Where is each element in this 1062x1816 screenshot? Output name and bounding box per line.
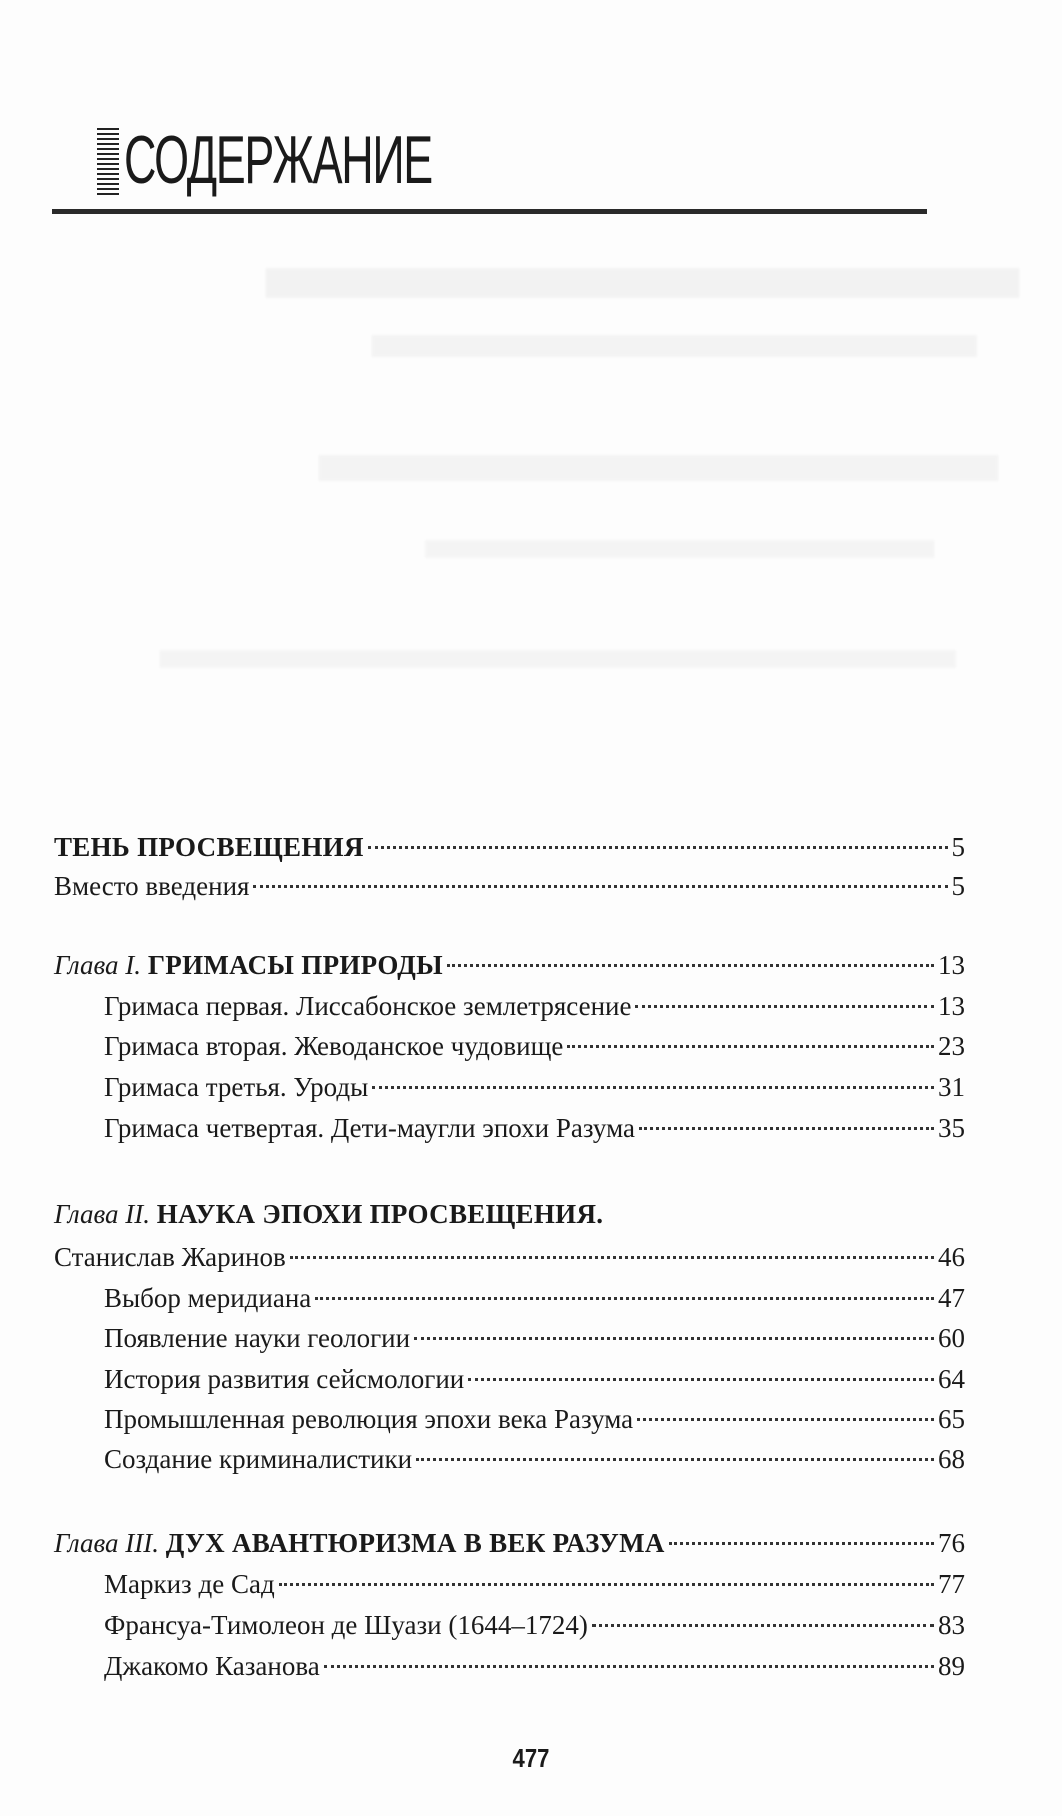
toc-entry-page: 60 bbox=[938, 1323, 965, 1353]
toc-entry-page: 64 bbox=[938, 1364, 965, 1394]
toc-leader bbox=[468, 1378, 934, 1381]
toc-entry-page: 35 bbox=[938, 1113, 965, 1143]
toc-entry-page: 65 bbox=[938, 1404, 965, 1434]
bleed-through bbox=[0, 335, 1062, 357]
chapter-title: ДУХ АВАНТЮРИЗМА В ВЕК РАЗУМА bbox=[165, 1528, 665, 1558]
toc-entry[interactable] bbox=[104, 988, 965, 1024]
toc-entry-title: Промышленная революция эпохи века Разума bbox=[104, 1404, 634, 1434]
toc-entry-title: ТЕНЬ ПРОСВЕЩЕНИЯ bbox=[54, 832, 364, 862]
toc-chapter-1[interactable] bbox=[54, 947, 965, 983]
toc-leader bbox=[279, 1583, 934, 1586]
toc-entry-title: Джакомо Казанова bbox=[104, 1651, 320, 1681]
chapter-label: Глава I. bbox=[54, 950, 142, 980]
toc-entry-page: 13 bbox=[938, 991, 965, 1021]
toc-leader bbox=[253, 885, 947, 888]
toc-entry-page: 76 bbox=[938, 1528, 965, 1558]
toc-entry-page: 13 bbox=[938, 950, 965, 980]
toc-entry-intro[interactable] bbox=[54, 868, 965, 904]
toc-entry-page: 5 bbox=[951, 832, 965, 862]
toc-entry-title: Вместо введения bbox=[54, 871, 250, 901]
toc-entry[interactable] bbox=[104, 1280, 965, 1316]
toc-entry-author[interactable] bbox=[54, 1239, 965, 1275]
toc-entry-page: 31 bbox=[938, 1072, 965, 1102]
toc-leader bbox=[639, 1127, 934, 1130]
header-rule bbox=[52, 209, 927, 214]
toc-chapter-3[interactable] bbox=[54, 1525, 965, 1561]
toc-entry-page: 83 bbox=[938, 1610, 965, 1640]
toc-entry-title: Станислав Жаринов bbox=[54, 1242, 286, 1272]
toc-entry-page: 46 bbox=[938, 1242, 965, 1272]
toc-leader bbox=[635, 1005, 934, 1008]
chapter-title: НАУКА ЭПОХИ ПРОСВЕЩЕНИЯ. bbox=[156, 1199, 604, 1229]
toc-entry-page: 68 bbox=[938, 1444, 965, 1474]
toc-entry-page: 5 bbox=[951, 871, 965, 901]
toc-entry-title: Маркиз де Сад bbox=[104, 1569, 275, 1599]
toc-entry-page: 89 bbox=[938, 1651, 965, 1681]
toc-chapter-2[interactable] bbox=[54, 1196, 603, 1232]
toc-chapter-heading bbox=[54, 947, 443, 983]
toc-entry-title: Гримаса третья. Уроды bbox=[104, 1072, 369, 1102]
bleed-through bbox=[0, 650, 1062, 668]
bleed-through bbox=[0, 540, 1062, 558]
toc-leader bbox=[592, 1624, 934, 1627]
toc-entry-page: 77 bbox=[938, 1569, 965, 1599]
toc-entry-page: 47 bbox=[938, 1283, 965, 1313]
header-decoration bbox=[97, 128, 119, 198]
toc-entry[interactable] bbox=[104, 1441, 965, 1477]
toc-leader bbox=[414, 1337, 934, 1340]
toc-entry[interactable] bbox=[104, 1361, 965, 1397]
toc-leader bbox=[416, 1458, 934, 1461]
page-title: СОДЕРЖАНИЕ bbox=[124, 122, 432, 198]
toc-leader bbox=[567, 1045, 934, 1048]
toc-entry[interactable] bbox=[104, 1320, 965, 1356]
toc-entry-part[interactable] bbox=[54, 829, 965, 865]
toc-leader bbox=[447, 964, 934, 967]
bleed-through bbox=[0, 268, 1062, 298]
toc-leader bbox=[290, 1256, 934, 1259]
toc-entry-title: Франсуа-Тимолеон де Шуази (1644–1724) bbox=[104, 1610, 588, 1640]
toc-entry[interactable] bbox=[104, 1607, 965, 1643]
chapter-label: Глава III. bbox=[54, 1528, 160, 1558]
toc-entry-title: Гримаса вторая. Жеводанское чудовище bbox=[104, 1031, 564, 1061]
toc-entry-page: 23 bbox=[938, 1031, 965, 1061]
toc-leader bbox=[315, 1297, 934, 1300]
page-number: 477 bbox=[512, 1743, 550, 1773]
toc-chapter-heading bbox=[54, 1525, 665, 1561]
bleed-through bbox=[0, 455, 1062, 481]
toc-entry-title: Появление науки геологии bbox=[104, 1323, 411, 1353]
toc-leader bbox=[669, 1542, 934, 1545]
toc-leader bbox=[372, 1086, 934, 1089]
toc-entry-title: История развития сейсмологии bbox=[104, 1364, 465, 1394]
toc-entry[interactable] bbox=[104, 1028, 965, 1064]
toc-leader bbox=[637, 1418, 934, 1421]
toc-entry-title: Гримаса первая. Лиссабонское землетрясение bbox=[104, 991, 632, 1021]
chapter-label: Глава II. bbox=[54, 1199, 151, 1229]
toc-entry[interactable] bbox=[104, 1110, 965, 1146]
toc-entry-title: Создание криминалистики bbox=[104, 1444, 413, 1474]
chapter-title: ГРИМАСЫ ПРИРОДЫ bbox=[147, 950, 443, 980]
toc-entry-title: Выбор меридиана bbox=[104, 1283, 312, 1313]
toc-entry[interactable] bbox=[104, 1566, 965, 1602]
toc-entry-title: Гримаса четвертая. Дети-маугли эпохи Разума bbox=[104, 1113, 635, 1143]
toc-entry[interactable] bbox=[104, 1648, 965, 1684]
toc-leader bbox=[368, 846, 948, 849]
toc-leader bbox=[324, 1665, 934, 1668]
toc-entry[interactable] bbox=[104, 1401, 965, 1437]
toc-entry[interactable] bbox=[104, 1069, 965, 1105]
